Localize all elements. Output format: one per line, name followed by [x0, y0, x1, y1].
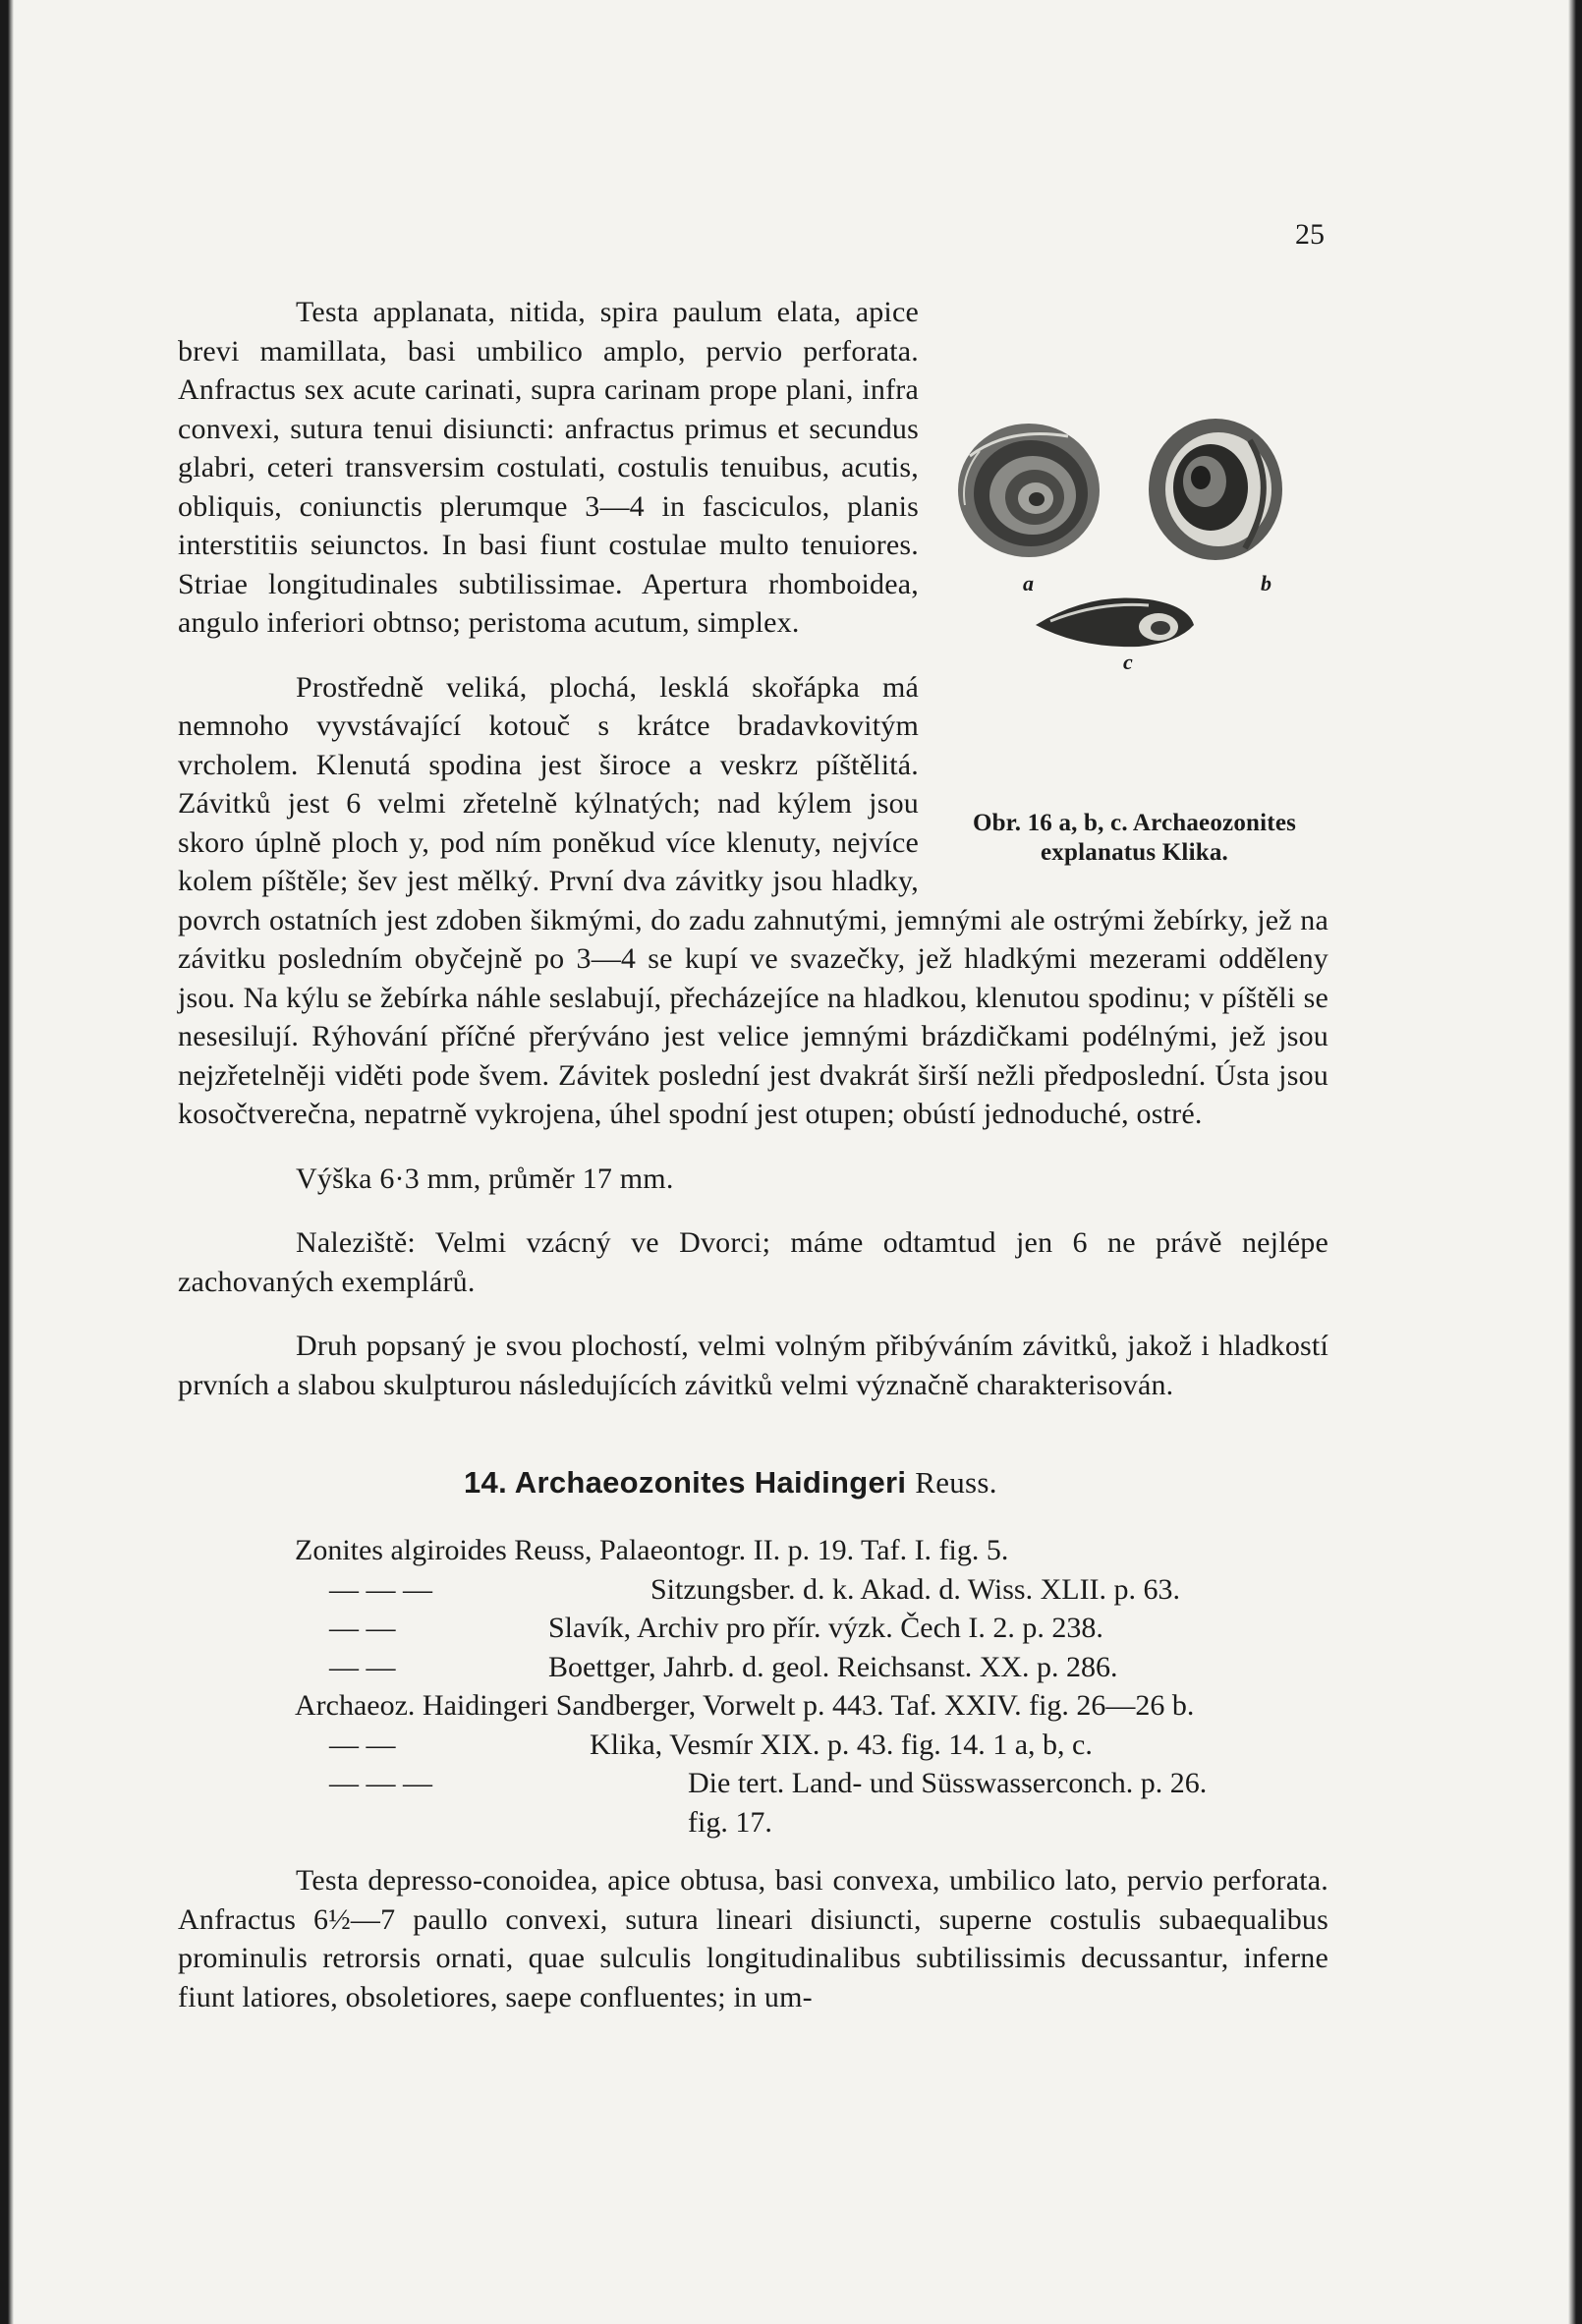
shell-illustration-a — [950, 417, 1107, 564]
scan-edge-left — [0, 0, 14, 2324]
section-title: Archaeozonites Haidingeri — [514, 1465, 907, 1500]
synonymy-dashes: — — — [329, 1728, 396, 1761]
figure-label-c: c — [1123, 650, 1133, 674]
figure-caption-line-2: explanatus Klika. — [1041, 839, 1228, 866]
synonymy-text: Sitzungsber. d. k. Akad. d. Wiss. XLII. p. 63. — [650, 1572, 1181, 1606]
locality-paragraph: Naleziště: Velmi vzácný ve Dvorci; máme odtamtud jen 6 ne právě nejlépe zachovaných exemplárů. — [178, 1226, 1328, 1298]
figure-16 — [940, 409, 1328, 871]
shell-illustration-c — [1031, 592, 1198, 651]
figure-caption — [940, 809, 1328, 868]
scan-edge-right — [1568, 0, 1582, 2324]
synonymy-dashes: — — — [329, 1650, 396, 1683]
page-number: 25 — [1295, 218, 1325, 251]
synonymy-dashes: — — — — [329, 1572, 432, 1606]
figure-label-b: b — [1261, 571, 1272, 595]
latin-description-paragraph: Testa applanata, nitida, spira paulum elata, apice brevi mamillata, basi umbilico amplo, pervio perforata. Anfractus sex acute carinati, supra carinam prope plani, infra convexi, sutura tenui disiuncti: anfractus primus et secundus glabri, ceteri transversim costulati, costulis tenuibus, acutis, obliquis, coniunctis plerumque 3—4 in fasciculos, planis interstitiis seiunctos. In basi fiunt costulae multo tenuiores. Striae longitudinales subtilissimae. Apertura rhomboidea, angulo inferiori obtnso; peristoma acutum, simplex. — [178, 296, 919, 639]
main-text-block — [178, 293, 1328, 1404]
figure-caption-line-1: Obr. 16 a, b, c. Archaeozonites — [972, 810, 1297, 836]
synonymy-text: Klika, Vesmír XIX. p. 43. fig. 14. 1 a, b, c. — [590, 1728, 1093, 1761]
synonymy-text: Boettger, Jahrb. d. geol. Reichsanst. XX. p. 286. — [548, 1650, 1118, 1683]
section-heading — [464, 1465, 997, 1501]
figure-label-a: a — [1023, 571, 1035, 595]
synonymy-text: Archaeoz. Haidingeri Sandberger, Vorwelt p. 443. Taf. XXIV. fig. 26—26 b. — [295, 1689, 1195, 1722]
measurements-paragraph: Výška 6·3 mm, průměr 17 mm. — [296, 1162, 674, 1195]
latin-description-2-paragraph: Testa depresso-conoidea, apice obtusa, basi convexa, umbilico lato, pervio perforata. Anfractus 6½—7 paullo convexi, sutura lineari disiuncti, superne costulis subaequalibus prominulis retrorsis ornati, quae sulculis longitudinalibus subtilissimis decussantur, inferne fiunt latiores, obsoletiores, saepe confluentes; in um- — [178, 1864, 1328, 2013]
synonymy-dashes: — — — — [329, 1767, 432, 1799]
section-author: Reuss. — [915, 1465, 997, 1500]
section-number: 14. — [464, 1465, 507, 1500]
remark-paragraph: Druh popsaný je svou plochostí, velmi volným přibýváním závitků, jakož i hladkostí prvních a slabou skulpturou následujících závitků velmi význačně charakterisován. — [178, 1330, 1328, 1401]
synonymy-text: Zonites algiroides Reuss, Palaeontogr. II. p. 19. Taf. I. fig. 5. — [295, 1534, 1009, 1566]
synonymy-text: Slavík, Archiv pro přír. výzk. Čech I. 2. p. 238. — [548, 1612, 1103, 1644]
shell-illustration-b — [1142, 411, 1289, 568]
czech-description-paragraph: Prostředně veliká, plochá, lesklá skořápka má nemnoho vyvstávající kotouč s krátce bradavkovitým vrcholem. Klenutá spodina jest široce a veskrz píštělitá. Závitků jest 6 velmi zřetelně kýlnatých; nad kýlem jsou skoro úplně ploch y, pod ním poněkud více klenuty, nejvíce kolem píštěle; šev jest mělký. První dva závitky jsou hladky, povrch ostatních jest zdoben šikmými, do zadu zahnutými, jemnými ale ostrými žebírky, jež na závitku posledním obyčejně po 3—4 se kupí ve svazečky, jež hladkými mezerami odděleny jsou. Na kýlu se žebírka náhle seslabují, přecházejíce na hladkou, klenutou spodinu; v píštěli se nesesilují. Rýhování příčné přerýváno jest velice jemnými brázdičkami podélnými, jež jsou nejzřetelněji viděti pode švem. Závitek poslední jest dvakrát širší nežli předposlední. Ústa jsou kosočtverečna, nepatrně vykrojena, úhel spodní jest otupen; obústí jednoduché, ostré. — [178, 670, 1328, 1130]
latin-description-2-block — [178, 1861, 1328, 2016]
synonymy-dashes: — — — [329, 1612, 396, 1644]
synonymy-text: Die tert. Land- und Süsswasserconch. p. 26. — [688, 1767, 1208, 1799]
synonymy-text: fig. 17. — [688, 1805, 772, 1839]
